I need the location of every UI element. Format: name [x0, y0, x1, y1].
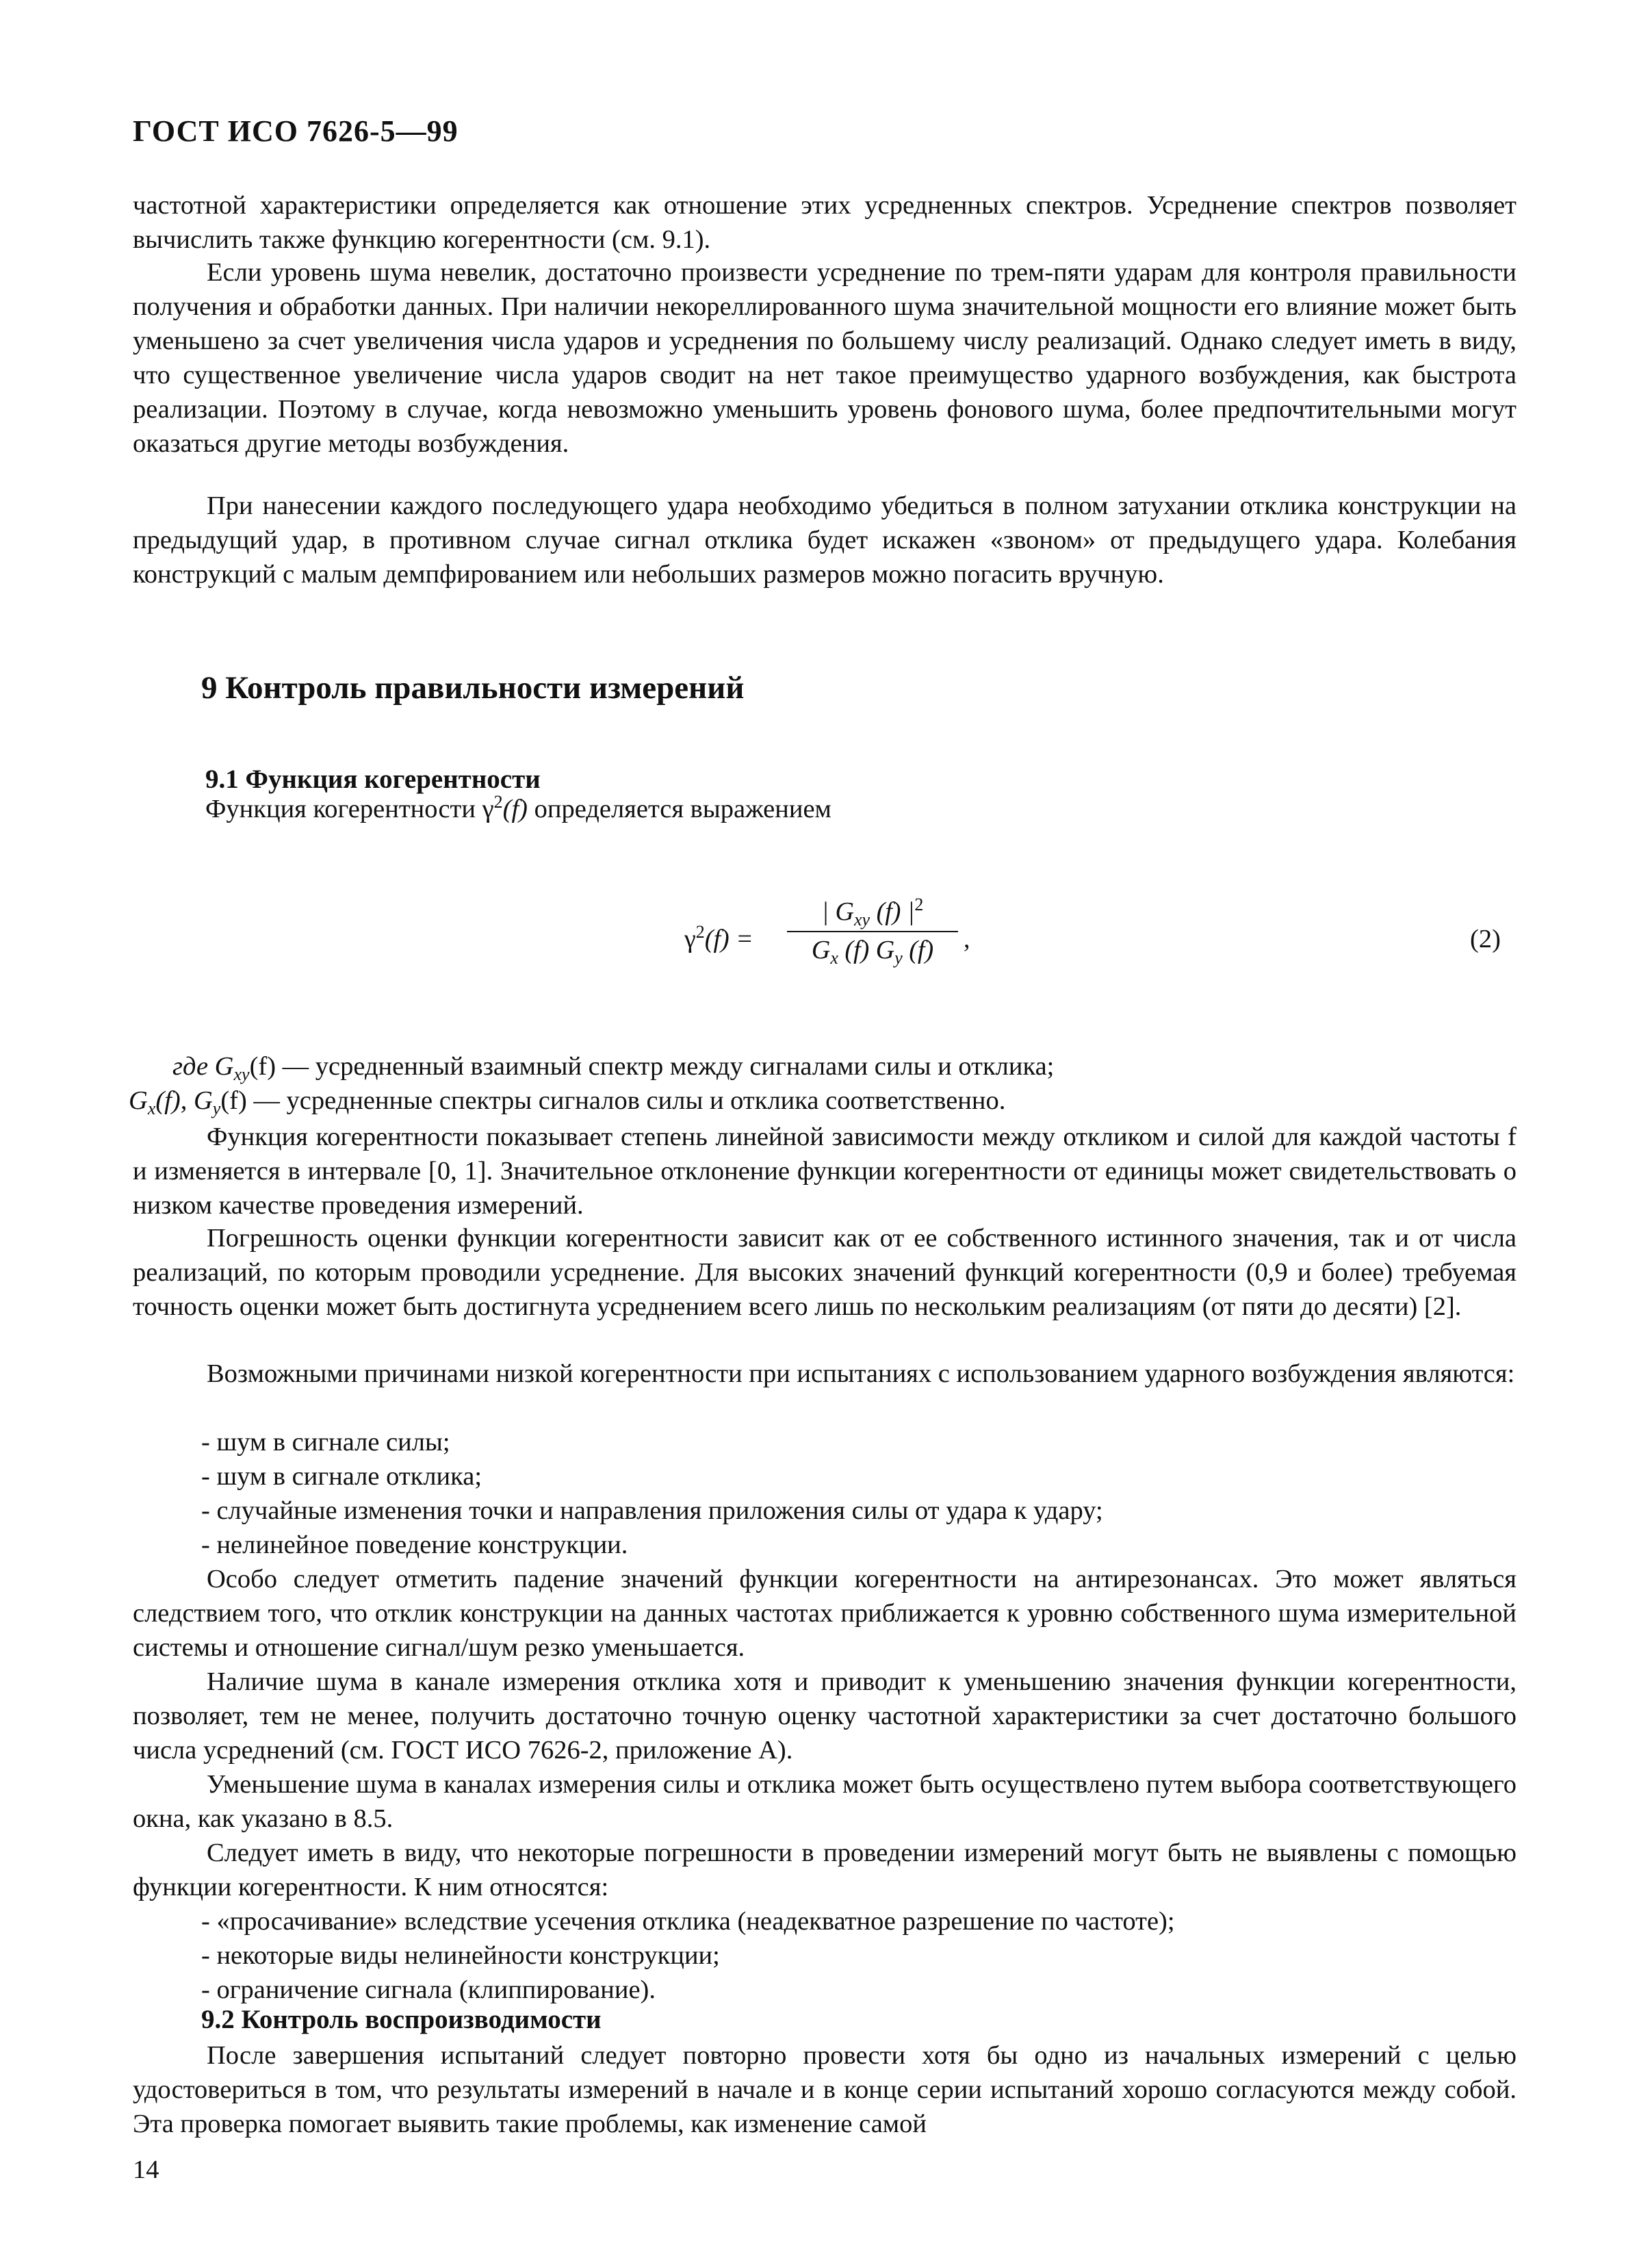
subsection-heading: 9.1 Функция когерентности [205, 765, 541, 794]
list-item: - случайные изменения точки и направления приложения силы от удара к удару; [201, 1494, 1103, 1528]
intro-arg: (f) [502, 795, 528, 823]
error-list [201, 1904, 1175, 2007]
intro-text-end: определяется выражением [527, 795, 831, 823]
subsection-heading: 9.2 Контроль воспроизводимости [201, 2005, 602, 2034]
page-number: 14 [133, 2155, 159, 2184]
intro-text: Функция когерентности γ [205, 795, 494, 823]
document-header: ГОСТ ИСО 7626-5—99 [133, 114, 459, 148]
section-heading: 9 Контроль правильности измерений [201, 670, 745, 706]
paragraph: При нанесении каждого последующего удара необходимо убедиться в полном затухании отклика конструкции на предыдущий удар, в противном случае сигнал отклика будет искажен «звоном» от предыдущего удара. Колебания конструкций с малым демпфированием или небольших размеров можно погасить вручную. [133, 491, 1517, 589]
formula-denominator: $G_x$ (f) $G_y$ (f) [811, 936, 934, 968]
formula-lhs: $\gamma^2(f)$ = [684, 922, 753, 953]
paragraph: После завершения испытаний следует повторно провести хотя бы одно из начальных измерений с целью удостовериться в том, что результаты измерений в начале и в конце серии испытаний хорошо согласуются между собой. Эта проверка помогает выявить такие проблемы, как изменение самой [133, 2041, 1517, 2138]
equation [0, 883, 1652, 986]
paragraph: Уменьшение шума в каналах измерения силы и отклика может быть осуществлено путем выбора соответствующего окна, как указано в 8.5. [133, 1770, 1517, 1833]
paragraph: Погрешность оценки функции когерентности зависит как от ее собственного истинного значения, так и от числа реализаций, по которым проводили усреднение. Для высоких значений функций когерентности (0,9 и более) требуемая точность оценки может быть достигнута усреднением всего лишь по нескольким реализациям (от пяти до десяти) [2]. [133, 1224, 1517, 1321]
paragraph: частотной характеристики определяется как отношение этих усредненных спектров. Усреднение спектров позволяет вычислить также функцию когерентности (см. 9.1). [133, 191, 1517, 254]
formula-intro [205, 794, 831, 824]
paragraph: Наличие шума в канале измерения отклика хотя и приводит к уменьшению значения функции когерентности, позволяет, тем не менее, получить достаточно точную оценку частотной характеристики за счет достаточно большого числа усреднений (см. ГОСТ ИСО 7626-2, приложение А). [133, 1667, 1517, 1765]
list-item: - «просачивание» вследствие усечения отклика (неадекватное разрешение по частоте); [201, 1904, 1175, 1938]
list-item: - ограничение сигнала (клиппирование). [201, 1973, 1175, 2007]
list-item: - нелинейное поведение конструкции. [201, 1528, 1103, 1562]
list-item: - шум в сигнале силы; [201, 1425, 1103, 1459]
cause-list [201, 1425, 1103, 1562]
list-item: - некоторые виды нелинейности конструкции; [201, 1938, 1175, 1973]
paragraph: Особо следует отметить падение значений функции когерентности на антирезонансах. Это может являться следствием того, что отклик конструкции на данных частотах приближается к уровню собственного шума измерительной системы и отношение сигнал/шум резко уменьшается. [133, 1565, 1517, 1662]
formula-comma: , [964, 925, 970, 953]
paragraph: Возможными причинами низкой когерентности при испытаниях с использованием ударного возбуждения являются: [207, 1359, 1515, 1388]
formula-numerator: | $G_{xy}$ (f) $|^2$ [821, 895, 924, 930]
intro-sup: 2 [493, 792, 503, 812]
paragraph: Следует иметь в виду, что некоторые погрешности в проведении измерений могут быть не выявлены с помощью функции когерентности. К ним относятся: [133, 1838, 1517, 1901]
list-item: - шум в сигнале отклика; [201, 1459, 1103, 1494]
paragraph: Если уровень шума невелик, достаточно произвести усреднение по трем-пяти ударам для контроля правильности получения и обработки данных. При наличии некореллированного шума значительной мощности его влияние может быть уменьшено за счет увеличения числа ударов и усреднения по большему числу реализаций. Однако следует иметь в виду, что существенное увеличение числа ударов сводит на нет такое преимущество ударного возбуждения, как быстрота реализации. Поэтому в случае, когда невозможно уменьшить уровень фонового шума, более предпочтительными могут оказаться другие методы возбуждения. [133, 258, 1517, 458]
paragraph: Функция когерентности показывает степень линейной зависимости между откликом и силой для каждой частоты f и изменяется в интервале [0, 1]. Значительное отклонение функции когерентности от единицы может свидетельствовать о низком качестве проведения измерений. [133, 1123, 1517, 1220]
fraction-bar [787, 931, 958, 932]
formula-fraction [787, 895, 958, 968]
equation-number: (2) [1470, 925, 1501, 953]
definition-line: $G_x(f)$, $G_y(f)$ — усредненные спектры сигналов силы и отклика соответственно. [129, 1086, 1006, 1118]
definition-line: где $G_{xy}(f)$ — усредненный взаимный спектр между сигналами силы и отклика; [172, 1052, 1055, 1084]
